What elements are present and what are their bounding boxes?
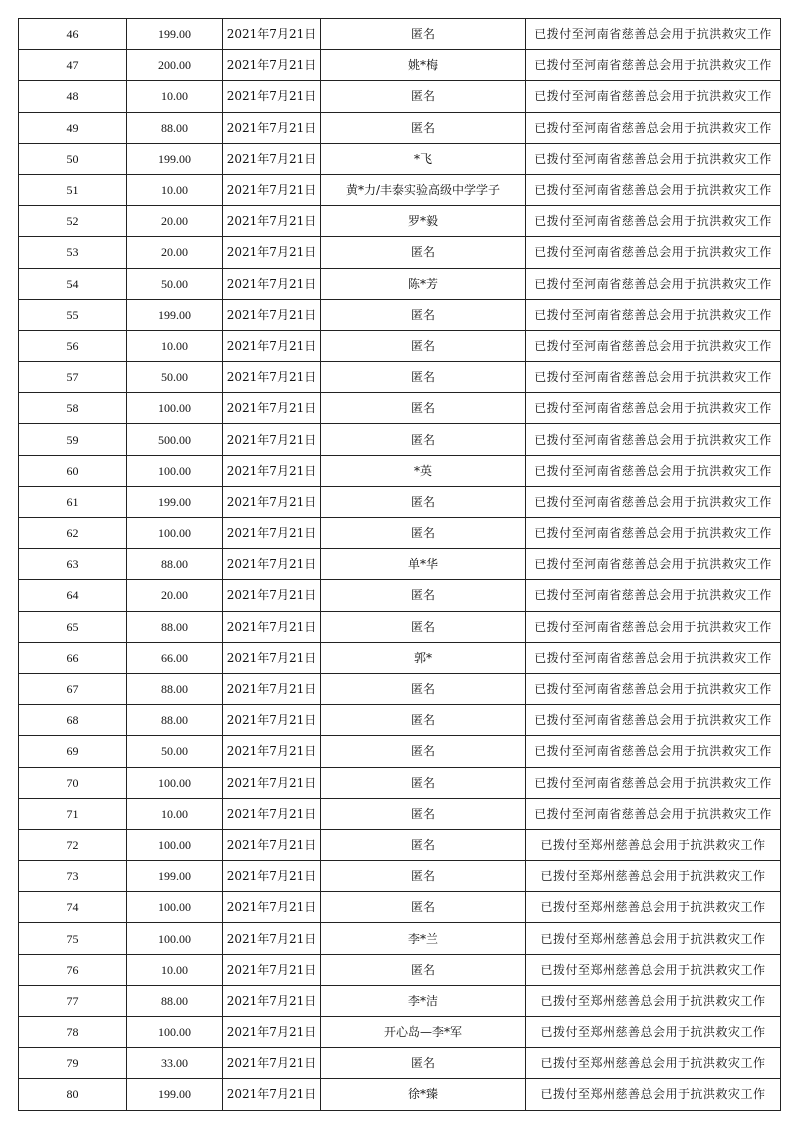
donor-name-cell: 匿名 xyxy=(321,393,526,424)
donor-name-cell: 匿名 xyxy=(321,736,526,767)
row-number-cell: 78 xyxy=(19,1017,127,1048)
table-row xyxy=(19,206,781,237)
donor-name-cell: *英 xyxy=(321,455,526,486)
fund-usage-cell: 已拨付至河南省慈善总会用于抗洪救灾工作 xyxy=(526,549,781,580)
date-cell: 2021年7月21日 xyxy=(223,736,321,767)
table-row xyxy=(19,19,781,50)
amount-cell: 100.00 xyxy=(127,892,223,923)
donor-name-cell: 姚*梅 xyxy=(321,50,526,81)
date-cell: 2021年7月21日 xyxy=(223,50,321,81)
table-row xyxy=(19,767,781,798)
fund-usage-cell: 已拨付至河南省慈善总会用于抗洪救灾工作 xyxy=(526,611,781,642)
fund-usage-cell: 已拨付至郑州慈善总会用于抗洪救灾工作 xyxy=(526,892,781,923)
row-number-cell: 53 xyxy=(19,237,127,268)
donor-name-cell: 开心岛—李*军 xyxy=(321,1017,526,1048)
fund-usage-cell: 已拨付至河南省慈善总会用于抗洪救灾工作 xyxy=(526,81,781,112)
amount-cell: 199.00 xyxy=(127,19,223,50)
fund-usage-cell: 已拨付至郑州慈善总会用于抗洪救灾工作 xyxy=(526,985,781,1016)
table-row xyxy=(19,299,781,330)
row-number-cell: 73 xyxy=(19,861,127,892)
fund-usage-cell: 已拨付至河南省慈善总会用于抗洪救灾工作 xyxy=(526,143,781,174)
amount-cell: 88.00 xyxy=(127,985,223,1016)
amount-cell: 50.00 xyxy=(127,268,223,299)
fund-usage-cell: 已拨付至河南省慈善总会用于抗洪救灾工作 xyxy=(526,518,781,549)
date-cell: 2021年7月21日 xyxy=(223,829,321,860)
date-cell: 2021年7月21日 xyxy=(223,985,321,1016)
amount-cell: 199.00 xyxy=(127,861,223,892)
date-cell: 2021年7月21日 xyxy=(223,580,321,611)
date-cell: 2021年7月21日 xyxy=(223,1079,321,1110)
fund-usage-cell: 已拨付至河南省慈善总会用于抗洪救灾工作 xyxy=(526,673,781,704)
amount-cell: 199.00 xyxy=(127,1079,223,1110)
donor-name-cell: 匿名 xyxy=(321,798,526,829)
date-cell: 2021年7月21日 xyxy=(223,19,321,50)
amount-cell: 88.00 xyxy=(127,705,223,736)
donor-name-cell: 匿名 xyxy=(321,829,526,860)
donor-name-cell: 匿名 xyxy=(321,237,526,268)
donor-name-cell: 单*华 xyxy=(321,549,526,580)
table-row xyxy=(19,486,781,517)
row-number-cell: 59 xyxy=(19,424,127,455)
amount-cell: 50.00 xyxy=(127,736,223,767)
table-row xyxy=(19,673,781,704)
amount-cell: 20.00 xyxy=(127,237,223,268)
amount-cell: 10.00 xyxy=(127,798,223,829)
date-cell: 2021年7月21日 xyxy=(223,330,321,361)
donation-table-body xyxy=(19,19,781,1111)
amount-cell: 100.00 xyxy=(127,455,223,486)
row-number-cell: 74 xyxy=(19,892,127,923)
fund-usage-cell: 已拨付至河南省慈善总会用于抗洪救灾工作 xyxy=(526,424,781,455)
table-row xyxy=(19,393,781,424)
donor-name-cell: 匿名 xyxy=(321,362,526,393)
row-number-cell: 47 xyxy=(19,50,127,81)
amount-cell: 33.00 xyxy=(127,1048,223,1079)
table-row xyxy=(19,861,781,892)
date-cell: 2021年7月21日 xyxy=(223,923,321,954)
amount-cell: 50.00 xyxy=(127,362,223,393)
donor-name-cell: 匿名 xyxy=(321,580,526,611)
row-number-cell: 80 xyxy=(19,1079,127,1110)
fund-usage-cell: 已拨付至河南省慈善总会用于抗洪救灾工作 xyxy=(526,19,781,50)
donor-name-cell: 匿名 xyxy=(321,424,526,455)
fund-usage-cell: 已拨付至河南省慈善总会用于抗洪救灾工作 xyxy=(526,798,781,829)
date-cell: 2021年7月21日 xyxy=(223,1048,321,1079)
fund-usage-cell: 已拨付至河南省慈善总会用于抗洪救灾工作 xyxy=(526,580,781,611)
donor-name-cell: 黄*力/丰泰实验高级中学学子 xyxy=(321,174,526,205)
row-number-cell: 71 xyxy=(19,798,127,829)
date-cell: 2021年7月21日 xyxy=(223,299,321,330)
fund-usage-cell: 已拨付至河南省慈善总会用于抗洪救灾工作 xyxy=(526,486,781,517)
row-number-cell: 54 xyxy=(19,268,127,299)
amount-cell: 10.00 xyxy=(127,174,223,205)
row-number-cell: 70 xyxy=(19,767,127,798)
amount-cell: 199.00 xyxy=(127,299,223,330)
fund-usage-cell: 已拨付至河南省慈善总会用于抗洪救灾工作 xyxy=(526,362,781,393)
fund-usage-cell: 已拨付至郑州慈善总会用于抗洪救灾工作 xyxy=(526,954,781,985)
donor-name-cell: 李*兰 xyxy=(321,923,526,954)
date-cell: 2021年7月21日 xyxy=(223,954,321,985)
amount-cell: 100.00 xyxy=(127,767,223,798)
fund-usage-cell: 已拨付至河南省慈善总会用于抗洪救灾工作 xyxy=(526,736,781,767)
donor-name-cell: 郭* xyxy=(321,642,526,673)
row-number-cell: 77 xyxy=(19,985,127,1016)
table-row xyxy=(19,1048,781,1079)
amount-cell: 200.00 xyxy=(127,50,223,81)
table-row xyxy=(19,549,781,580)
row-number-cell: 65 xyxy=(19,611,127,642)
row-number-cell: 52 xyxy=(19,206,127,237)
fund-usage-cell: 已拨付至河南省慈善总会用于抗洪救灾工作 xyxy=(526,237,781,268)
donor-name-cell: 匿名 xyxy=(321,767,526,798)
date-cell: 2021年7月21日 xyxy=(223,861,321,892)
table-row xyxy=(19,81,781,112)
row-number-cell: 58 xyxy=(19,393,127,424)
row-number-cell: 75 xyxy=(19,923,127,954)
date-cell: 2021年7月21日 xyxy=(223,362,321,393)
row-number-cell: 64 xyxy=(19,580,127,611)
table-row xyxy=(19,798,781,829)
row-number-cell: 79 xyxy=(19,1048,127,1079)
donor-name-cell: 匿名 xyxy=(321,299,526,330)
amount-cell: 20.00 xyxy=(127,206,223,237)
donor-name-cell: 李*洁 xyxy=(321,985,526,1016)
date-cell: 2021年7月21日 xyxy=(223,268,321,299)
table-row xyxy=(19,705,781,736)
amount-cell: 20.00 xyxy=(127,580,223,611)
fund-usage-cell: 已拨付至河南省慈善总会用于抗洪救灾工作 xyxy=(526,174,781,205)
amount-cell: 88.00 xyxy=(127,549,223,580)
date-cell: 2021年7月21日 xyxy=(223,549,321,580)
table-row xyxy=(19,642,781,673)
row-number-cell: 66 xyxy=(19,642,127,673)
donor-name-cell: 匿名 xyxy=(321,486,526,517)
date-cell: 2021年7月21日 xyxy=(223,518,321,549)
amount-cell: 88.00 xyxy=(127,611,223,642)
amount-cell: 100.00 xyxy=(127,923,223,954)
document-page xyxy=(18,18,781,1111)
row-number-cell: 51 xyxy=(19,174,127,205)
donor-name-cell: 匿名 xyxy=(321,1048,526,1079)
table-row xyxy=(19,174,781,205)
fund-usage-cell: 已拨付至郑州慈善总会用于抗洪救灾工作 xyxy=(526,1079,781,1110)
date-cell: 2021年7月21日 xyxy=(223,455,321,486)
donor-name-cell: 匿名 xyxy=(321,19,526,50)
row-number-cell: 76 xyxy=(19,954,127,985)
date-cell: 2021年7月21日 xyxy=(223,206,321,237)
fund-usage-cell: 已拨付至河南省慈善总会用于抗洪救灾工作 xyxy=(526,206,781,237)
fund-usage-cell: 已拨付至河南省慈善总会用于抗洪救灾工作 xyxy=(526,299,781,330)
fund-usage-cell: 已拨付至河南省慈善总会用于抗洪救灾工作 xyxy=(526,330,781,361)
date-cell: 2021年7月21日 xyxy=(223,143,321,174)
date-cell: 2021年7月21日 xyxy=(223,705,321,736)
fund-usage-cell: 已拨付至郑州慈善总会用于抗洪救灾工作 xyxy=(526,861,781,892)
fund-usage-cell: 已拨付至郑州慈善总会用于抗洪救灾工作 xyxy=(526,829,781,860)
donor-name-cell: 匿名 xyxy=(321,954,526,985)
table-row xyxy=(19,424,781,455)
donor-name-cell: 匿名 xyxy=(321,330,526,361)
date-cell: 2021年7月21日 xyxy=(223,642,321,673)
table-row xyxy=(19,954,781,985)
donor-name-cell: *飞 xyxy=(321,143,526,174)
fund-usage-cell: 已拨付至河南省慈善总会用于抗洪救灾工作 xyxy=(526,455,781,486)
amount-cell: 199.00 xyxy=(127,143,223,174)
date-cell: 2021年7月21日 xyxy=(223,174,321,205)
amount-cell: 10.00 xyxy=(127,954,223,985)
date-cell: 2021年7月21日 xyxy=(223,424,321,455)
table-row xyxy=(19,923,781,954)
fund-usage-cell: 已拨付至河南省慈善总会用于抗洪救灾工作 xyxy=(526,50,781,81)
table-row xyxy=(19,50,781,81)
table-row xyxy=(19,985,781,1016)
table-row xyxy=(19,1079,781,1110)
fund-usage-cell: 已拨付至郑州慈善总会用于抗洪救灾工作 xyxy=(526,1048,781,1079)
row-number-cell: 49 xyxy=(19,112,127,143)
date-cell: 2021年7月21日 xyxy=(223,892,321,923)
table-row xyxy=(19,580,781,611)
table-row xyxy=(19,268,781,299)
fund-usage-cell: 已拨付至郑州慈善总会用于抗洪救灾工作 xyxy=(526,923,781,954)
table-row xyxy=(19,829,781,860)
date-cell: 2021年7月21日 xyxy=(223,486,321,517)
amount-cell: 66.00 xyxy=(127,642,223,673)
donor-name-cell: 罗*毅 xyxy=(321,206,526,237)
row-number-cell: 56 xyxy=(19,330,127,361)
table-row xyxy=(19,143,781,174)
row-number-cell: 55 xyxy=(19,299,127,330)
table-row xyxy=(19,611,781,642)
amount-cell: 100.00 xyxy=(127,518,223,549)
row-number-cell: 50 xyxy=(19,143,127,174)
date-cell: 2021年7月21日 xyxy=(223,1017,321,1048)
donor-name-cell: 徐*臻 xyxy=(321,1079,526,1110)
donor-name-cell: 匿名 xyxy=(321,81,526,112)
amount-cell: 100.00 xyxy=(127,829,223,860)
row-number-cell: 61 xyxy=(19,486,127,517)
row-number-cell: 69 xyxy=(19,736,127,767)
amount-cell: 199.00 xyxy=(127,486,223,517)
table-row xyxy=(19,362,781,393)
row-number-cell: 63 xyxy=(19,549,127,580)
date-cell: 2021年7月21日 xyxy=(223,237,321,268)
table-row xyxy=(19,330,781,361)
table-row xyxy=(19,892,781,923)
row-number-cell: 62 xyxy=(19,518,127,549)
fund-usage-cell: 已拨付至河南省慈善总会用于抗洪救灾工作 xyxy=(526,268,781,299)
date-cell: 2021年7月21日 xyxy=(223,81,321,112)
row-number-cell: 67 xyxy=(19,673,127,704)
donor-name-cell: 匿名 xyxy=(321,705,526,736)
amount-cell: 10.00 xyxy=(127,81,223,112)
date-cell: 2021年7月21日 xyxy=(223,798,321,829)
date-cell: 2021年7月21日 xyxy=(223,673,321,704)
table-row xyxy=(19,112,781,143)
row-number-cell: 57 xyxy=(19,362,127,393)
donation-table xyxy=(18,18,781,1111)
amount-cell: 100.00 xyxy=(127,393,223,424)
row-number-cell: 46 xyxy=(19,19,127,50)
donor-name-cell: 匿名 xyxy=(321,112,526,143)
table-row xyxy=(19,455,781,486)
donor-name-cell: 匿名 xyxy=(321,673,526,704)
date-cell: 2021年7月21日 xyxy=(223,767,321,798)
fund-usage-cell: 已拨付至河南省慈善总会用于抗洪救灾工作 xyxy=(526,112,781,143)
fund-usage-cell: 已拨付至河南省慈善总会用于抗洪救灾工作 xyxy=(526,393,781,424)
amount-cell: 10.00 xyxy=(127,330,223,361)
table-row xyxy=(19,1017,781,1048)
donor-name-cell: 匿名 xyxy=(321,518,526,549)
fund-usage-cell: 已拨付至河南省慈善总会用于抗洪救灾工作 xyxy=(526,705,781,736)
donor-name-cell: 匿名 xyxy=(321,892,526,923)
row-number-cell: 48 xyxy=(19,81,127,112)
row-number-cell: 60 xyxy=(19,455,127,486)
amount-cell: 500.00 xyxy=(127,424,223,455)
donor-name-cell: 陈*芳 xyxy=(321,268,526,299)
fund-usage-cell: 已拨付至河南省慈善总会用于抗洪救灾工作 xyxy=(526,767,781,798)
donor-name-cell: 匿名 xyxy=(321,861,526,892)
date-cell: 2021年7月21日 xyxy=(223,611,321,642)
fund-usage-cell: 已拨付至郑州慈善总会用于抗洪救灾工作 xyxy=(526,1017,781,1048)
amount-cell: 100.00 xyxy=(127,1017,223,1048)
table-row xyxy=(19,736,781,767)
amount-cell: 88.00 xyxy=(127,673,223,704)
row-number-cell: 72 xyxy=(19,829,127,860)
amount-cell: 88.00 xyxy=(127,112,223,143)
table-row xyxy=(19,237,781,268)
date-cell: 2021年7月21日 xyxy=(223,393,321,424)
table-row xyxy=(19,518,781,549)
row-number-cell: 68 xyxy=(19,705,127,736)
date-cell: 2021年7月21日 xyxy=(223,112,321,143)
fund-usage-cell: 已拨付至河南省慈善总会用于抗洪救灾工作 xyxy=(526,642,781,673)
donor-name-cell: 匿名 xyxy=(321,611,526,642)
